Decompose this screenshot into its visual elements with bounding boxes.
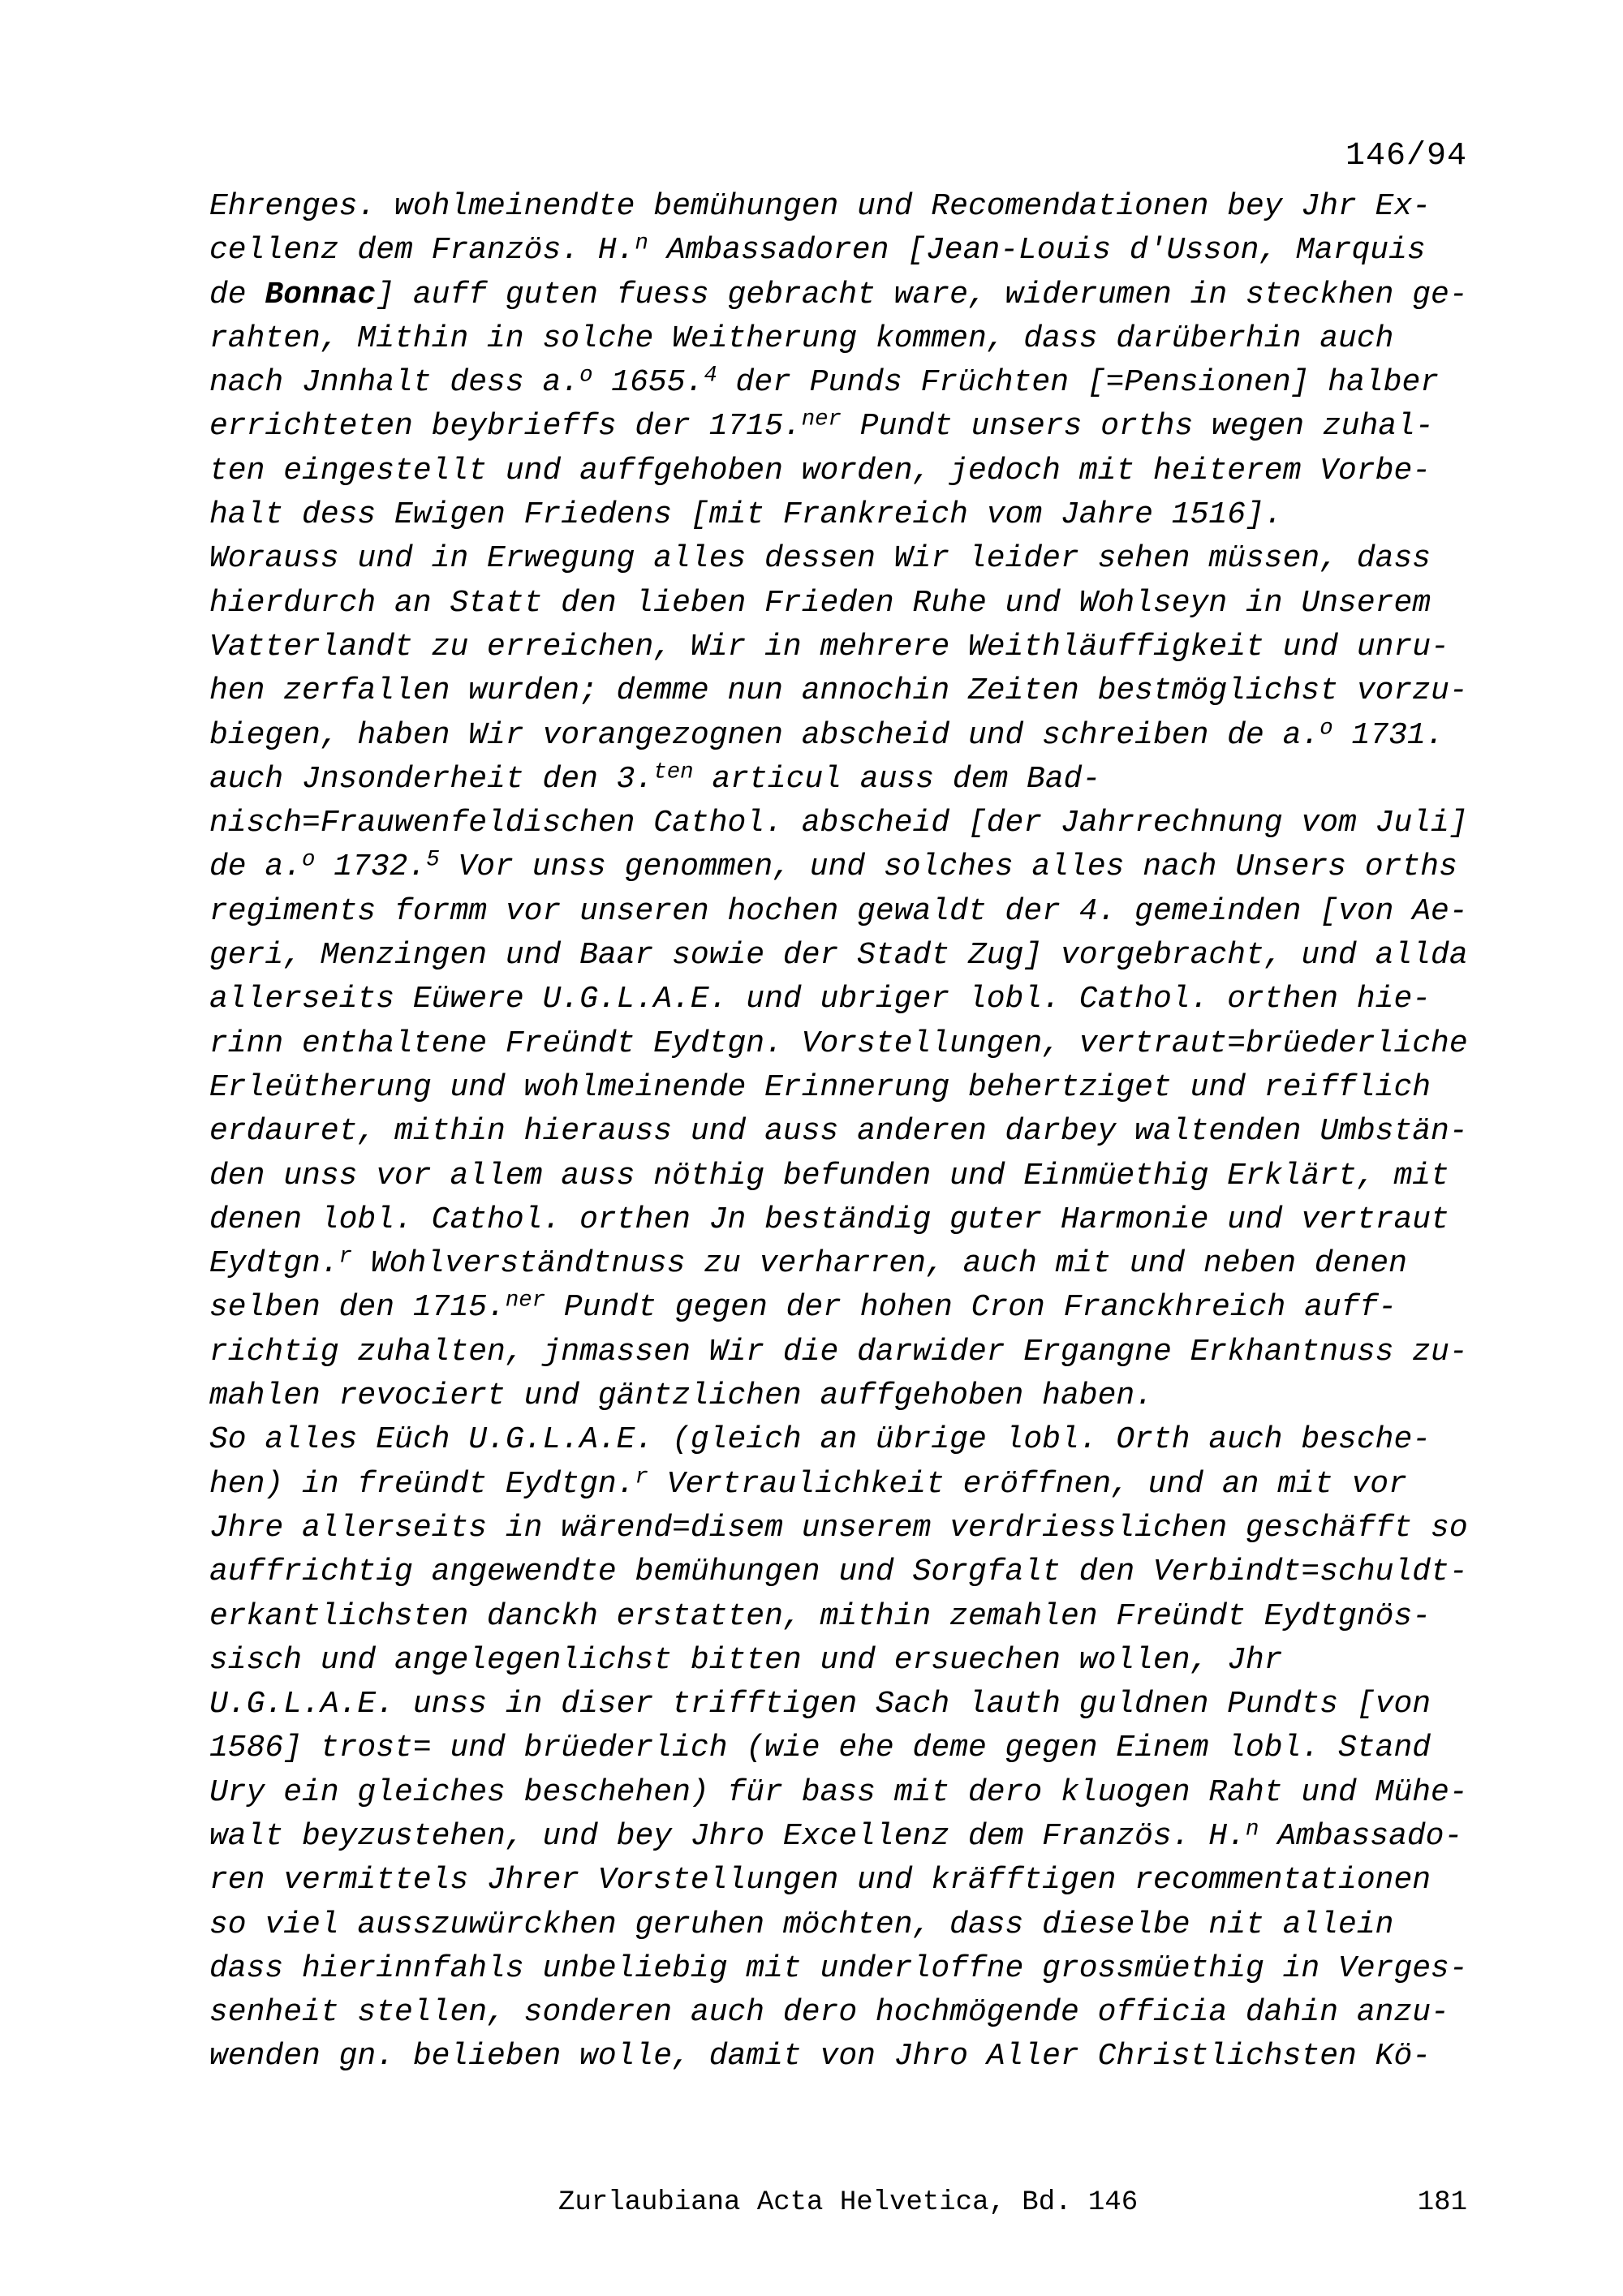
text-line xyxy=(209,185,1508,229)
text-line xyxy=(209,845,1508,889)
plain-text: Eydtgn. xyxy=(209,1246,339,1282)
plain-text: articul auss dem Bad- xyxy=(693,761,1101,797)
text-line xyxy=(209,361,1508,405)
plain-text: U.G.L.A.E. unss in diser trifftigen Sach lauth guldnen Pundts [von xyxy=(209,1687,1431,1722)
superscript-text: ner xyxy=(801,407,842,432)
plain-text: der Punds Früchten [=Pensionen] halber xyxy=(717,365,1440,401)
text-line xyxy=(209,449,1508,493)
text-line xyxy=(209,1991,1508,2035)
text-line xyxy=(209,1066,1508,1110)
text-line xyxy=(209,1859,1508,1903)
plain-text: allerseits Eüwere U.G.L.A.E. und ubriger lobl. Cathol. orthen hie- xyxy=(209,982,1431,1017)
bold-text: Bonnac xyxy=(265,277,377,312)
text-line xyxy=(209,1815,1508,1859)
text-line xyxy=(209,1331,1508,1374)
plain-text: cellenz dem Französ. H. xyxy=(209,233,635,269)
text-line xyxy=(209,978,1508,1021)
superscript-text: o xyxy=(579,363,593,389)
superscript-text: 5 xyxy=(426,847,440,873)
text-line xyxy=(209,273,1508,317)
text-line xyxy=(209,1771,1508,1815)
superscript-text: 4 xyxy=(704,363,717,389)
plain-text: hen zerfallen wurden; demme nun annochin Zeiten bestmöglichst vorzu- xyxy=(209,673,1468,709)
text-line xyxy=(209,758,1508,802)
text-line xyxy=(209,1683,1508,1726)
superscript-text: r xyxy=(338,1244,353,1270)
plain-text: den unss vor allem auss nöthig befunden und Einmüethig Erklärt, mit xyxy=(209,1158,1449,1193)
plain-text: Vor unss genommen, und solches alles nach Unsers orths xyxy=(439,849,1457,885)
text-line xyxy=(209,2035,1508,2079)
plain-text: sisch und angelegenlichst bitten und ersuechen wollen, Jhr xyxy=(209,1642,1283,1678)
text-line xyxy=(209,714,1508,758)
plain-text: wenden gn. belieben wolle, damit von Jhro Aller Christlichsten Kö- xyxy=(209,2039,1431,2075)
plain-text: 1655. xyxy=(592,365,704,401)
plain-text: rinn enthaltene Freündt Eydtgn. Vorstellungen, vertraut=brüederliche xyxy=(209,1025,1468,1061)
text-line xyxy=(209,1242,1508,1286)
text-line xyxy=(209,1947,1508,1991)
text-line xyxy=(209,1418,1508,1462)
footer-source-title: Zurlaubiana Acta Helvetica, Bd. 146 xyxy=(558,2187,1139,2218)
plain-text: hen) in freündt Eydtgn. xyxy=(209,1466,635,1502)
plain-text: selben den 1715. xyxy=(209,1290,506,1326)
superscript-text: o xyxy=(1319,716,1333,742)
plain-text: halt dess Ewigen Friedens [mit Frankreich vom Jahre 1516]. xyxy=(209,497,1283,533)
superscript-text: n xyxy=(635,230,648,256)
plain-text: ] auff guten fuess gebracht ware, widerumen in steckhen ge- xyxy=(376,277,1468,312)
plain-text: walt beyzustehen, und bey Jhro Excellenz dem Französ. H. xyxy=(209,1818,1246,1854)
plain-text: Worauss und in Erwegung alles dessen Wir leider sehen müssen, dass xyxy=(209,541,1431,577)
text-line xyxy=(209,802,1508,845)
plain-text: erkantlichsten danckh erstatten, mithin zemahlen Freündt Eydtgnös- xyxy=(209,1598,1431,1634)
superscript-text: r xyxy=(635,1464,648,1490)
text-line xyxy=(209,493,1508,537)
footer-page-number: 181 xyxy=(1417,2187,1467,2218)
plain-text: Vatterlandt zu erreichen, Wir in mehrere Weithläuffigkeit und unru- xyxy=(209,629,1449,664)
plain-text: mahlen revociert und gäntzlichen auffgehoben haben. xyxy=(209,1378,1153,1414)
plain-text: regiments formm vor unseren hochen gewaldt der 4. gemeinden [von Ae- xyxy=(209,893,1468,929)
text-line xyxy=(209,1198,1508,1242)
superscript-text: ner xyxy=(505,1288,546,1314)
text-line xyxy=(209,1903,1508,1947)
text-line xyxy=(209,1639,1508,1683)
plain-text: Erleütherung und wohlmeinende Erinnerung behertziget und reifflich xyxy=(209,1069,1431,1105)
superscript-text: o xyxy=(302,847,316,873)
plain-text: Ehrenges. wohlmeinendte bemühungen und Recomendationen bey Jhr Ex- xyxy=(209,189,1431,224)
text-line xyxy=(209,1507,1508,1550)
plain-text: de xyxy=(209,277,265,312)
text-line xyxy=(209,890,1508,934)
plain-text: so viel ausszuwürckhen geruhen möchten, dass dieselbe nit allein xyxy=(209,1907,1394,1942)
plain-text: 1586] trost= und brüederlich (wie ehe deme gegen Einem lobl. Stand xyxy=(209,1731,1431,1766)
text-line xyxy=(209,1022,1508,1066)
plain-text: rahten, Mithin in solche Weitherung kommen, dass darüberhin auch xyxy=(209,320,1394,356)
header-page-number: 146/94 xyxy=(1345,138,1467,174)
text-line xyxy=(209,669,1508,713)
plain-text: de a. xyxy=(209,849,303,885)
text-line xyxy=(209,405,1508,449)
plain-text: 1731. xyxy=(1332,717,1444,753)
text-line xyxy=(209,1463,1508,1507)
text-line xyxy=(209,229,1508,273)
text-line xyxy=(209,317,1508,361)
text-line xyxy=(209,934,1508,978)
text-line xyxy=(209,582,1508,626)
plain-text: errichteten beybrieffs der 1715. xyxy=(209,409,802,445)
plain-text: richtig zuhalten, jnmassen Wir die darwider Ergangne Erkhantnuss zu- xyxy=(209,1334,1468,1369)
plain-text: Ury ein gleiches beschehen) für bass mit dero kluogen Raht und Mühe- xyxy=(209,1774,1468,1810)
text-line xyxy=(209,626,1508,669)
text-line xyxy=(209,1550,1508,1594)
plain-text: dass hierinnfahls unbeliebig mit underloffne grossmüethig in Verges- xyxy=(209,1950,1468,1986)
plain-text: auffrichtig angewendte bemühungen und Sorgfalt den Verbindt=schuldt- xyxy=(209,1554,1468,1590)
text-line xyxy=(209,1374,1508,1418)
text-line xyxy=(209,1154,1508,1198)
plain-text: So alles Eüch U.G.L.A.E. (gleich an übrige lobl. Orth auch besche- xyxy=(209,1422,1431,1458)
plain-text: Pundt unsers orths wegen zuhal- xyxy=(841,409,1434,445)
plain-text: geri, Menzingen und Baar sowie der Stadt Zug] vorgebracht, und allda xyxy=(209,938,1468,974)
plain-text: senheit stellen, sonderen auch dero hochmögende officia dahin anzu- xyxy=(209,1995,1449,2031)
plain-text: Vertraulichkeit eröffnen, und an mit vor xyxy=(648,1466,1407,1502)
text-line xyxy=(209,1595,1508,1639)
plain-text: Pundt gegen der hohen Cron Franckhreich auff- xyxy=(545,1290,1397,1326)
text-line xyxy=(209,1726,1508,1770)
document-body-text xyxy=(209,185,1508,2079)
text-line xyxy=(209,537,1508,581)
plain-text: auch Jnsonderheit den 3. xyxy=(209,761,654,797)
plain-text: ten eingestellt und auffgehoben worden, jedoch mit heiterem Vorbe- xyxy=(209,453,1431,488)
plain-text: Jhre allerseits in wärend=disem unserem verdriesslichen geschäfft so xyxy=(209,1510,1468,1546)
superscript-text: n xyxy=(1246,1817,1259,1842)
superscript-text: ten xyxy=(653,759,694,785)
plain-text: nach Jnnhalt dess a. xyxy=(209,365,580,401)
plain-text: Ambassadoren [Jean-Louis d'Usson, Marquis xyxy=(648,233,1426,269)
plain-text: 1732. xyxy=(315,849,427,885)
plain-text: biegen, haben Wir vorangezognen abscheid und schreiben de a. xyxy=(209,717,1320,753)
plain-text: hierdurch an Statt den lieben Frieden Ruhe und Wohlseyn in Unserem xyxy=(209,585,1431,621)
plain-text: ren vermittels Jhrer Vorstellungen und kräfftigen recommentationen xyxy=(209,1863,1431,1898)
plain-text: Ambassado- xyxy=(1259,1818,1463,1854)
text-line xyxy=(209,1286,1508,1330)
plain-text: nisch=Frauwenfeldischen Cathol. abscheid [der Jahrrechnung vom Juli] xyxy=(209,806,1468,841)
text-line xyxy=(209,1110,1508,1154)
plain-text: Wohlverständtnuss zu verharren, auch mit und neben denen xyxy=(352,1246,1407,1282)
plain-text: denen lobl. Cathol. orthen Jn beständig guter Harmonie und vertraut xyxy=(209,1202,1449,1237)
plain-text: erdauret, mithin hierauss und auss anderen darbey waltenden Umbstän- xyxy=(209,1114,1468,1150)
